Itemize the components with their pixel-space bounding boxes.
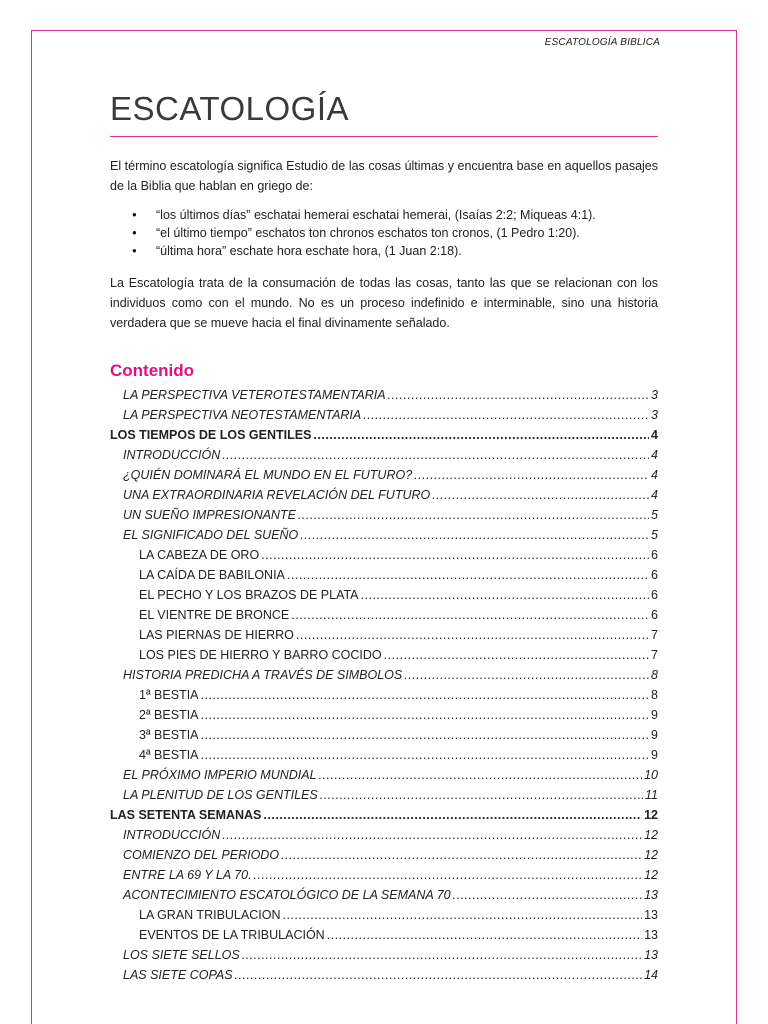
toc-entry-title: 3ª BESTIA bbox=[139, 728, 199, 742]
toc-entry-title: 2ª BESTIA bbox=[139, 708, 199, 722]
toc-entry-page: 5 bbox=[651, 508, 658, 522]
toc-leader-dots bbox=[235, 965, 643, 985]
toc-entry[interactable] bbox=[110, 505, 658, 525]
toc-entry[interactable] bbox=[110, 965, 658, 985]
toc-entry[interactable] bbox=[110, 625, 658, 645]
toc-entry-page: 14 bbox=[644, 968, 658, 982]
toc-entry-page: 7 bbox=[651, 648, 658, 662]
intro-paragraph: El término escatología significa Estudio de las cosas últimas y encuentra base en aquellos pasajes de la Biblia que hablan en griego de: bbox=[110, 159, 658, 193]
toc-entry[interactable] bbox=[110, 825, 658, 845]
page-title: ESCATOLOGÍA bbox=[110, 90, 350, 127]
toc-entry[interactable] bbox=[110, 485, 658, 505]
toc-entry-title: INTRODUCCIÓN bbox=[123, 828, 221, 842]
toc-entry-title: LA CAÍDA DE BABILONIA bbox=[139, 568, 285, 582]
toc-leader-dots bbox=[363, 405, 649, 425]
toc-leader-dots bbox=[222, 445, 649, 465]
toc-leader-dots bbox=[432, 485, 649, 505]
toc-entry[interactable] bbox=[110, 685, 658, 705]
toc-entry-title: 4ª BESTIA bbox=[139, 748, 199, 762]
toc-entry-page: 6 bbox=[651, 608, 658, 622]
toc-entry[interactable] bbox=[110, 405, 658, 425]
toc-entry[interactable] bbox=[110, 905, 658, 925]
toc-entry[interactable] bbox=[110, 945, 658, 965]
toc-entry-title: LA GRAN TRIBULACION bbox=[139, 908, 281, 922]
running-header: ESCATOLOGÍA BIBLICA bbox=[544, 37, 660, 48]
toc-entry-title: EL PRÓXIMO IMPERIO MUNDIAL bbox=[123, 768, 317, 782]
consummation-paragraph: La Escatología trata de la consumación de todas las cosas, tanto las que se relacionan con los individuos como con el mundo. No es un proceso indefinido e interminable, sino una historia verdadera que se mueve hacia el final divinamente señalado. bbox=[110, 276, 658, 330]
toc-entry-title: LAS PIERNAS DE HIERRO bbox=[139, 628, 294, 642]
toc-entry-title: ACONTECIMIENTO ESCATOLÓGICO DE LA SEMANA 70 bbox=[123, 888, 451, 902]
toc-entry-title: UNA EXTRAORDINARIA REVELACIÓN DEL FUTURO bbox=[123, 488, 431, 502]
toc-entry-page: 8 bbox=[651, 688, 658, 702]
toc-entry[interactable] bbox=[110, 665, 658, 685]
toc-entry[interactable] bbox=[110, 585, 658, 605]
toc-leader-dots bbox=[281, 845, 642, 865]
definition-item: ● “el último tiempo” eschatos ton chronos eschatos ton cronos, (1 Pedro 1:20). bbox=[132, 224, 662, 242]
toc-entry-title: ENTRE LA 69 Y LA 70. bbox=[123, 868, 252, 882]
toc-leader-dots bbox=[201, 745, 650, 765]
toc-entry-page: 13 bbox=[644, 928, 658, 942]
table-of-contents bbox=[110, 385, 658, 985]
toc-entry-title: LAS SETENTA SEMANAS bbox=[110, 808, 262, 822]
toc-entry[interactable] bbox=[110, 765, 658, 785]
toc-entry-page: 3 bbox=[651, 388, 658, 402]
toc-leader-dots bbox=[296, 625, 649, 645]
toc-entry[interactable] bbox=[110, 565, 658, 585]
toc-leader-dots bbox=[263, 805, 642, 825]
toc-entry-title: 1ª BESTIA bbox=[139, 688, 199, 702]
toc-entry-page: 12 bbox=[644, 848, 658, 862]
toc-leader-dots bbox=[414, 465, 649, 485]
toc-entry-title: LOS TIEMPOS DE LOS GENTILES bbox=[110, 428, 312, 442]
toc-entry-page: 13 bbox=[644, 888, 658, 902]
toc-entry[interactable] bbox=[110, 865, 658, 885]
toc-entry-page: 9 bbox=[651, 748, 658, 762]
toc-entry-title: EL SIGNIFICADO DEL SUEÑO bbox=[123, 528, 299, 542]
toc-entry[interactable] bbox=[110, 885, 658, 905]
toc-entry[interactable] bbox=[110, 645, 658, 665]
toc-leader-dots bbox=[384, 645, 649, 665]
toc-entry-title: ¿QUIÉN DOMINARÁ EL MUNDO EN EL FUTURO? bbox=[123, 468, 413, 482]
toc-entry[interactable] bbox=[110, 805, 658, 825]
toc-entry[interactable] bbox=[110, 465, 658, 485]
toc-entry[interactable] bbox=[110, 845, 658, 865]
toc-entry-title: LA PERSPECTIVA VETEROTESTAMENTARIA bbox=[123, 388, 386, 402]
toc-entry-page: 3 bbox=[651, 408, 658, 422]
toc-entry[interactable] bbox=[110, 785, 658, 805]
toc-entry-page: 4 bbox=[651, 488, 658, 502]
toc-entry[interactable] bbox=[110, 425, 658, 445]
toc-leader-dots bbox=[287, 565, 649, 585]
toc-leader-dots bbox=[282, 905, 642, 925]
toc-entry-page: 7 bbox=[651, 628, 658, 642]
toc-entry[interactable] bbox=[110, 525, 658, 545]
toc-leader-dots bbox=[201, 705, 650, 725]
toc-entry-page: 13 bbox=[644, 948, 658, 962]
toc-entry-page: 12 bbox=[644, 828, 658, 842]
toc-leader-dots bbox=[320, 785, 643, 805]
toc-entry[interactable] bbox=[110, 445, 658, 465]
toc-entry-page: 12 bbox=[644, 808, 658, 822]
toc-leader-dots bbox=[319, 765, 643, 785]
toc-entry-title: UN SUEÑO IMPRESIONANTE bbox=[123, 508, 296, 522]
toc-leader-dots bbox=[222, 825, 642, 845]
toc-entry-title: INTRODUCCIÓN bbox=[123, 448, 221, 462]
toc-leader-dots bbox=[404, 665, 649, 685]
toc-entry-page: 11 bbox=[645, 788, 658, 802]
toc-entry-title: LAS SIETE COPAS bbox=[123, 968, 233, 982]
toc-entry-title: HISTORIA PREDICHA A TRAVÉS DE SIMBOLOS bbox=[123, 668, 403, 682]
toc-entry-title: EL PECHO Y LOS BRAZOS DE PLATA bbox=[139, 588, 359, 602]
toc-leader-dots bbox=[327, 925, 642, 945]
toc-leader-dots bbox=[201, 725, 650, 745]
toc-leader-dots bbox=[298, 505, 649, 525]
toc-entry[interactable] bbox=[110, 605, 658, 625]
toc-entry-page: 4 bbox=[651, 468, 658, 482]
toc-entry-page: 5 bbox=[651, 528, 658, 542]
toc-leader-dots bbox=[313, 425, 649, 445]
toc-entry-title: EL VIENTRE DE BRONCE bbox=[139, 608, 290, 622]
toc-leader-dots bbox=[254, 865, 643, 885]
toc-entry[interactable] bbox=[110, 925, 658, 945]
toc-entry[interactable] bbox=[110, 385, 658, 405]
toc-leader-dots bbox=[388, 385, 649, 405]
toc-leader-dots bbox=[242, 945, 642, 965]
toc-entry-page: 9 bbox=[651, 708, 658, 722]
toc-leader-dots bbox=[361, 585, 650, 605]
definition-item: ● “los últimos días” eschatai hemerai eschatai hemerai, (Isaías 2:2; Miqueas 4:1). bbox=[132, 206, 662, 224]
toc-entry-title: LA CABEZA DE ORO bbox=[139, 548, 260, 562]
toc-entry-page: 12 bbox=[644, 868, 658, 882]
toc-entry-title: LOS PIES DE HIERRO Y BARRO COCIDO bbox=[139, 648, 382, 662]
toc-leader-dots bbox=[453, 885, 642, 905]
toc-leader-dots bbox=[201, 685, 650, 705]
toc-entry[interactable] bbox=[110, 705, 658, 725]
toc-leader-dots bbox=[291, 605, 649, 625]
definition-item: ● “última hora” eschate hora eschate hora, (1 Juan 2:18). bbox=[132, 242, 662, 260]
toc-entry-page: 13 bbox=[644, 908, 658, 922]
toc-entry-page: 10 bbox=[644, 768, 658, 782]
toc-entry[interactable] bbox=[110, 745, 658, 765]
toc-entry-title: LA PLENITUD DE LOS GENTILES bbox=[123, 788, 318, 802]
toc-entry-title: LOS SIETE SELLOS bbox=[123, 948, 240, 962]
toc-entry-page: 6 bbox=[651, 588, 658, 602]
toc-entry-title: COMIENZO DEL PERIODO bbox=[123, 848, 280, 862]
toc-entry[interactable] bbox=[110, 725, 658, 745]
toc-entry-page: 6 bbox=[651, 568, 658, 582]
toc-entry-page: 6 bbox=[651, 548, 658, 562]
toc-entry-page: 8 bbox=[651, 668, 658, 682]
toc-heading: Contenido bbox=[110, 361, 195, 380]
toc-entry-title: EVENTOS DE LA TRIBULACIÓN bbox=[139, 928, 325, 942]
title-underline bbox=[110, 136, 658, 137]
toc-entry[interactable] bbox=[110, 545, 658, 565]
toc-entry-title: LA PERSPECTIVA NEOTESTAMENTARIA bbox=[123, 408, 362, 422]
definition-list bbox=[132, 206, 662, 260]
toc-entry-page: 9 bbox=[651, 728, 658, 742]
toc-leader-dots bbox=[261, 545, 649, 565]
toc-leader-dots bbox=[300, 525, 649, 545]
toc-entry-page: 4 bbox=[651, 428, 658, 442]
toc-entry-page: 4 bbox=[651, 448, 658, 462]
